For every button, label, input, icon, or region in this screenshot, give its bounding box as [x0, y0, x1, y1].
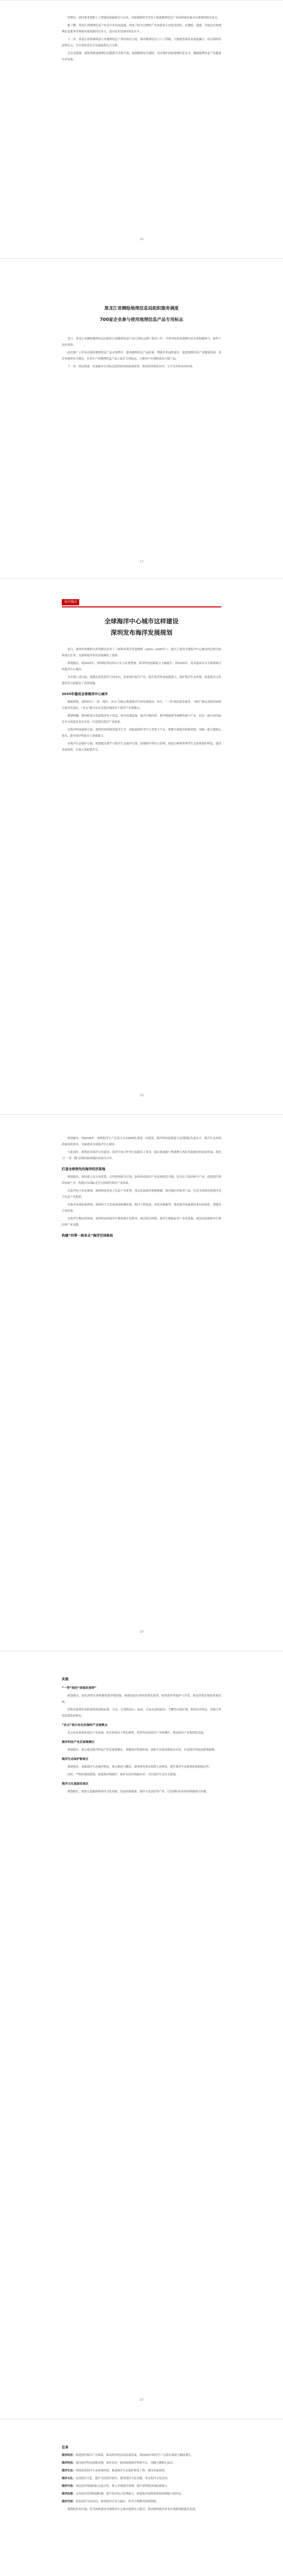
paragraph: 在海洋高端装备领域，深圳将大力发展深海探测装备、海洋工程装备、高技术船舶等，推动海洋装备制造业向高端化、智能化方向发展。	[62, 1204, 221, 1213]
feature-title-line-1: 全球海洋中心城市这样建设	[104, 618, 179, 625]
paragraph: 多点布局将依托现有产业基础，培育形成若干特色鲜明、优势突出的海洋产业集聚区，推动海洋产业集群化发展。	[67, 1732, 206, 1735]
paragraph: 在海洋电子信息领域，深圳将依托电子信息产业优势，重点发展海洋观测探测、海洋通信导航等产品，打造全国领先的海洋电子信息产业集群。	[62, 1190, 221, 1199]
article-title-line-2: 700家企业参与使用地理信息产品专用标志	[99, 317, 184, 323]
section-heading: 实施	[62, 1677, 68, 1681]
paragraph: 规划提出，到2025年，深圳海洋经济综合实力显著增强，海洋科技创新能力大幅提升；到2035年，基本建成具有全球影响力的海洋中心城市。	[62, 662, 221, 671]
item-lead: 海洋生态：	[62, 2469, 76, 2472]
list-item	[62, 2452, 221, 2459]
item-lead: 海洋空间：	[62, 2500, 76, 2503]
page-number: 18	[139, 1094, 144, 1097]
item-text: 弘扬海洋文化，提升全民海洋意识，建设海洋文化设施，举办海洋文化活动。	[75, 2477, 170, 2480]
paragraph: 滨海发展带将串联深圳西部的前海、宝安，中部的南山、福田，以及东部的盐田、大鹏等沿海区域，形成各具特色、功能互补的滨海发展格局。	[62, 1708, 221, 1718]
section-heading: 2035年建成全球海洋中心城市	[62, 692, 108, 696]
paragraph: 规划的发布实施，将为深圳建设全球海洋中心城市提供有力指引，推动深圳海洋事业实现新的跨越式发展。	[67, 2508, 198, 2511]
paragraph: 在海洋生态保护方面，规划提出要严守海洋生态保护红线，加强海岸带综合治理，推进红树林等典型生态系统保护修复，建设美丽海湾，实现人海和谐共生。	[62, 742, 221, 752]
item-lead: 海洋文化：	[62, 2477, 76, 2480]
page-number: 16	[139, 238, 144, 241]
sub-heading: 海洋科技产业发展集聚区	[62, 1741, 95, 1744]
paragraph: 此次推广工作旨在规范地理信息产品市场秩序，提高地理信息产品质量，增强企业品牌意识，促进地理信息产业健康发展。各企业按照有关规定，在其生产的地理信息产品上标注专用标志，方便用户识别和选用合格产品。	[62, 351, 221, 361]
section-heading: 任务	[62, 2445, 68, 2449]
sub-heading: 海洋生态保护修复区	[62, 1758, 89, 1761]
paragraph: 下一步，该局将进一步加强对专用标志使用情况的监督检查，推动形成规范有序、公平竞争的市场环境。	[67, 365, 195, 368]
page-5	[0, 1651, 283, 2419]
paragraph: 同时，严格控制围填海，加强海岸线保护，维护自然岸线保有率，守住海洋生态安全底线。	[67, 1773, 179, 1776]
item-text: 优化海洋空间布局，统筹海洋开发与保护，科学合理利用海域资源。	[75, 2500, 159, 2503]
paragraph: 管理局。同时要求按照人工智能的基础研究与应用，对加强新时代背景下推进地理信息产业高质量发展具有重要的指导意义。	[67, 16, 220, 20]
item-lead: 海洋经济：	[62, 2454, 76, 2457]
paragraph: 会议还强调，要统筹推进地理信息数据共享和开放，加强数据安全保障，切实维护国家地理信息安全，确保地理信息产业健康有序发展。	[62, 52, 221, 61]
paragraph: 近日，深圳市规划和自然资源局发布了《深圳市海洋发展规划（2023—2035年）》，提出了建设全球海洋中心城市的总体目标和重点任务，为深圳海洋事业发展描绘了蓝图。	[62, 648, 221, 657]
page-number: 19	[139, 1630, 144, 1634]
page-number: 17	[139, 560, 144, 564]
page-4-body	[62, 1136, 221, 1241]
paragraph: 规划提出，深圳要立足自身优势，以科技创新为引领，加快推动海洋产业结构优化升级，培育壮大海洋新兴产业，改造提升海洋传统产业，构建具有国际竞争力的现代海洋产业体系。	[62, 1176, 221, 1185]
list-item	[62, 2491, 221, 2497]
section-heading: 打造全球领先的海洋经济高地	[62, 1167, 105, 1171]
paragraph: 规划提出，重点建设海洋科技产业发展集聚区，集聚海洋科研机构、创新平台和高新技术企业，打造海洋科技创新策源地。	[67, 1749, 218, 1752]
page-6	[0, 2419, 283, 2576]
paragraph: 据了解，黑龙江省地理信息产业近年来发展迅速，形成了较为完整的产业体系和专业技术团队，在测绘、遥感、导航定位和地理信息服务等领域具备较强的竞争力，部分技术居国内领先水平。	[62, 24, 221, 33]
paragraph: 规划提出，依托深圳东西两翼的海岸线资源，构建连接东西的滨海发展带，统筹海岸带保护与开发，推动滨海区域高质量发展。	[62, 1694, 221, 1704]
paragraph: 规划要求，加强海洋生态保护修复，重点推进大鹏湾、深圳湾等重点海湾生态修复，提升海洋生态系统质量和稳定性。	[67, 1766, 212, 1769]
item-text: 完善海洋管理体制机制，提升海洋综合管理能力，推进海洋治理体系和治理能力现代化。	[75, 2493, 184, 2496]
page-2-body	[62, 336, 221, 371]
column-tag: 海洋强国	[62, 599, 79, 605]
list-item	[62, 2499, 221, 2505]
item-text: 持续改善海洋生态环境质量，推进海洋生态保护修复工程，建设美丽海湾。	[75, 2469, 167, 2472]
list-item	[62, 2468, 221, 2474]
list-item	[62, 2460, 221, 2466]
red-divider	[62, 606, 221, 607]
paragraph: 在海洋生物医药领域，深圳将加快海洋生物资源开发利用，推动海洋药物、海洋生物制品等产业化发展，建设国家级海洋生物医药产业基地。	[62, 1217, 221, 1227]
list-item	[62, 2476, 221, 2482]
paragraph: 在海洋科技创新方面，深圳将加快建设海洋大学、国家深海科考中心等重大平台，集聚全球海洋创新资源，突破一批关键核心技术，提升海洋科技自主创新能力。	[62, 728, 221, 738]
page-3-body	[62, 647, 221, 755]
paragraph: 规划提出，到2035年，深圳海洋生产总值占全市GDP比重进一步提高，海洋科技创新能力达到国际先进水平，海洋生态环境质量持续改善，全面建成全球海洋中心城市。	[62, 1137, 221, 1146]
item-text: 构建现代海洋产业体系，推动海洋经济高质量发展，到2035年海洋生产总值实现较大幅度增长。	[75, 2454, 194, 2457]
paragraph: 规划提出，要深入挖掘深圳海洋文化资源，发展滨海旅游、海洋文化创意等产业，打造国际知名的滨海旅游目的地。	[67, 1790, 209, 1793]
item-text: 深化海洋领域国际交流合作，参与全球海洋治理，提升深圳海洋国际影响力。	[75, 2485, 170, 2488]
paragraph: 为实现上述目标，规划从优化海洋空间布局、发展现代海洋产业、提升海洋科技创新能力、保护海洋生态环境、推进海洋文化建设等方面提出了具体措施。	[62, 676, 221, 685]
article-title-line-1: 黑龙江省测绘地理信息局组织服务调度	[104, 306, 179, 311]
page-number: 20	[139, 2398, 144, 2402]
list-item	[62, 2483, 221, 2489]
page-3	[0, 578, 283, 1114]
page-6-body	[62, 2440, 221, 2514]
item-lead: 海洋科技：	[62, 2462, 76, 2465]
paragraph: 规划明确，深圳将重点发展海洋电子信息、海洋高端装备、海洋生物医药、海洋新能源等战略性新兴产业，培育一批具有国际竞争力的海洋龙头企业，打造现代海洋产业体系。	[62, 715, 221, 724]
page-5-body	[62, 1672, 221, 1797]
sub-heading: “一带”指的“滨海发展带”	[62, 1687, 97, 1690]
item-lead: 海洋治理：	[62, 2493, 76, 2496]
paragraph: 与此同时，规划还对海洋文化建设、海洋开放合作等方面提出了要求，提出要加强与粤港澳大湾区其他城市的协同发展，深化与“一带一路”沿线国家和地区的海洋合作。	[62, 1151, 221, 1160]
sub-heading: “多点”指分布在沿海的产业集聚点	[62, 1724, 108, 1727]
page-2	[0, 258, 283, 578]
paragraph: 下一步，黑龙江省将继续加大对地理信息产业的扶持力度，推动地理信息与人工智能、大数据等新技术深度融合，培育新的经济增长点，为全省经济社会发展提供有力支撑。	[62, 38, 221, 47]
paragraph: 近日，黑龙江省测绘地理信息局组织开展地理信息产品专用标志推广使用工作，全省700余家地理信息企业积极参与，取得了良好成效。	[62, 337, 221, 347]
page-1	[0, 0, 283, 258]
page-1-body	[62, 15, 221, 64]
page-4	[0, 1114, 283, 1651]
section-heading: 构建“四带一核多点”海洋空间格局	[62, 1233, 113, 1238]
item-lead: 海洋开放：	[62, 2485, 76, 2488]
sub-heading: 海洋文化旅游发展区	[62, 1783, 89, 1786]
paragraph: 根据规划，深圳将以“一带、两区、多点”为核心构建海洋空间发展格局。其中，“一带”指沿海发展带，“两区”指东部和西部两大海洋发展区，“多点”指分布在沿海区域的若干海洋产业集聚点。	[62, 701, 221, 710]
feature-title-line-2: 深圳发布海洋发展规划	[110, 629, 172, 636]
item-text: 建设海洋科技创新高地，加快布局一批国家级海洋科研平台，突破关键核心技术。	[75, 2462, 176, 2465]
